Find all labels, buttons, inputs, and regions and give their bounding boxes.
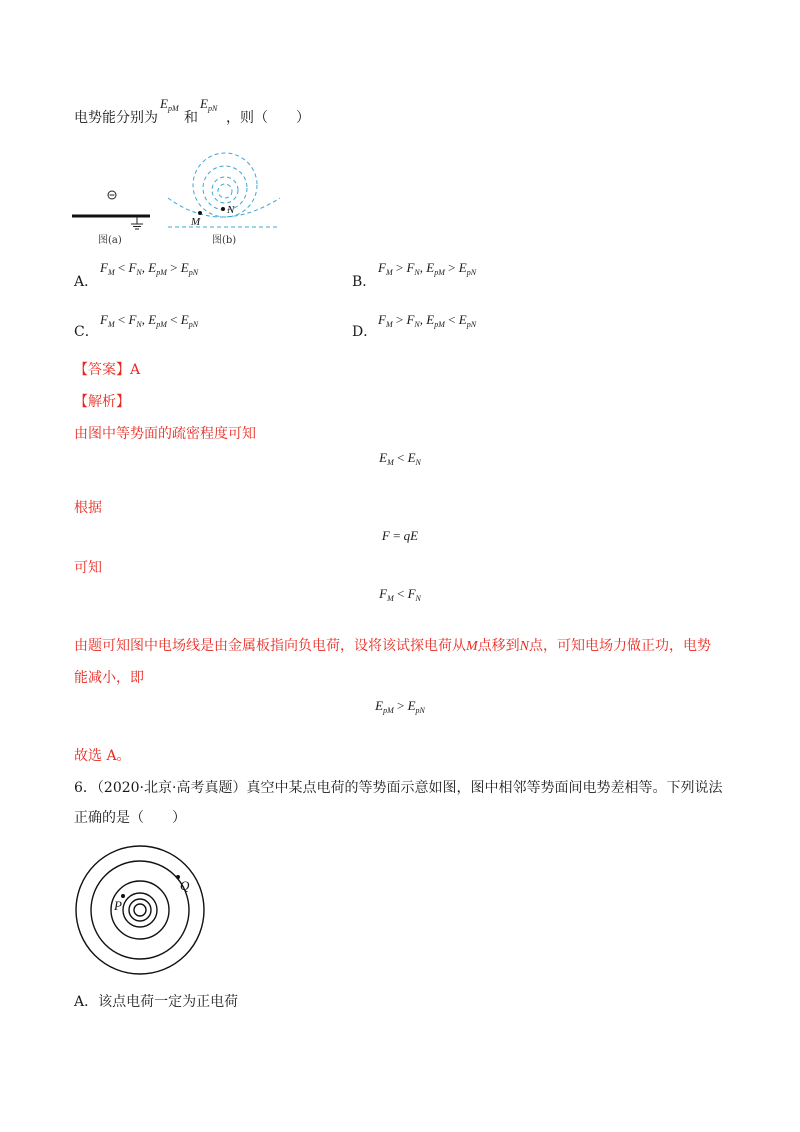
intro-prefix: 电势能分别为 [74, 110, 158, 126]
conclusion: 故选 A。 [74, 748, 131, 764]
point-m [198, 211, 202, 215]
option-b-letter: B． [352, 274, 377, 290]
caption-a: 图(a) [98, 235, 122, 246]
analysis-line-4: 由题可知图中电场线是由金属板指向负电荷，设将该试探电荷从M点移到N点，可知电场力做正功，电势 [74, 638, 712, 654]
q6-text-2: 正确的是（ ） [74, 810, 186, 826]
figure-ab [60, 140, 300, 250]
answer-value: A [130, 362, 141, 378]
q6-text-1: （2020·北京·高考真题）真空中某点电荷的等势面示意如图，图中相邻等势面间电势差相等。下列说法 [96, 780, 723, 796]
analysis-label: 【解析】 [74, 394, 130, 410]
point-n [221, 207, 225, 211]
equation-1: $E_M < E_N$ [379, 450, 421, 467]
figure-q6 [72, 842, 212, 982]
q6-option-a: A．该点电荷一定为正电荷 [74, 994, 239, 1010]
option-a-formula: $F_M < F_N$, $E_{pM} > E_{pN}$ [100, 260, 199, 277]
intro-symbol-1: $E_{pM}$ [160, 96, 179, 113]
option-a-letter: A． [74, 274, 99, 290]
label-q: Q [180, 878, 190, 893]
equation-2: F = qE [381, 528, 419, 543]
analysis-line-2: 根据 [74, 500, 102, 516]
option-d-letter: D． [352, 324, 378, 340]
analysis-line-1: 由图中等势面的疏密程度可知 [74, 426, 256, 442]
analysis-line-3: 可知 [74, 560, 102, 576]
option-b-formula: $F_M > F_N$, $E_{pM} > E_{pN}$ [378, 260, 477, 277]
q6-number: 6． [74, 780, 97, 796]
intro-line [74, 108, 158, 128]
label-m: M [191, 216, 201, 228]
option-d-formula: $F_M > F_N$, $E_{pM} < E_{pN}$ [378, 312, 477, 329]
answer-line [74, 360, 140, 380]
analysis-line-5: 能减小，即 [74, 670, 144, 686]
concentric-equipotentials [76, 846, 204, 974]
option-c-letter: C． [74, 324, 99, 340]
equation-4: $E_{pM} > E_{pN}$ [375, 698, 425, 715]
intro-symbol-2: $E_{pN}$ [200, 96, 218, 113]
intro-and: 和 [184, 110, 198, 126]
option-c-formula: $F_M < F_N$, $E_{pM} < E_{pN}$ [100, 312, 199, 329]
q6-line-1 [74, 778, 722, 798]
intro-suffix: ，则（ ） [226, 110, 310, 126]
equation-3: $F_M < F_N$ [379, 586, 421, 603]
caption-b: 图(b) [212, 235, 237, 246]
answer-label: 【答案】 [74, 362, 130, 378]
equipotential-lines [168, 153, 280, 227]
label-n: N [227, 204, 235, 216]
label-p: P [114, 898, 122, 913]
